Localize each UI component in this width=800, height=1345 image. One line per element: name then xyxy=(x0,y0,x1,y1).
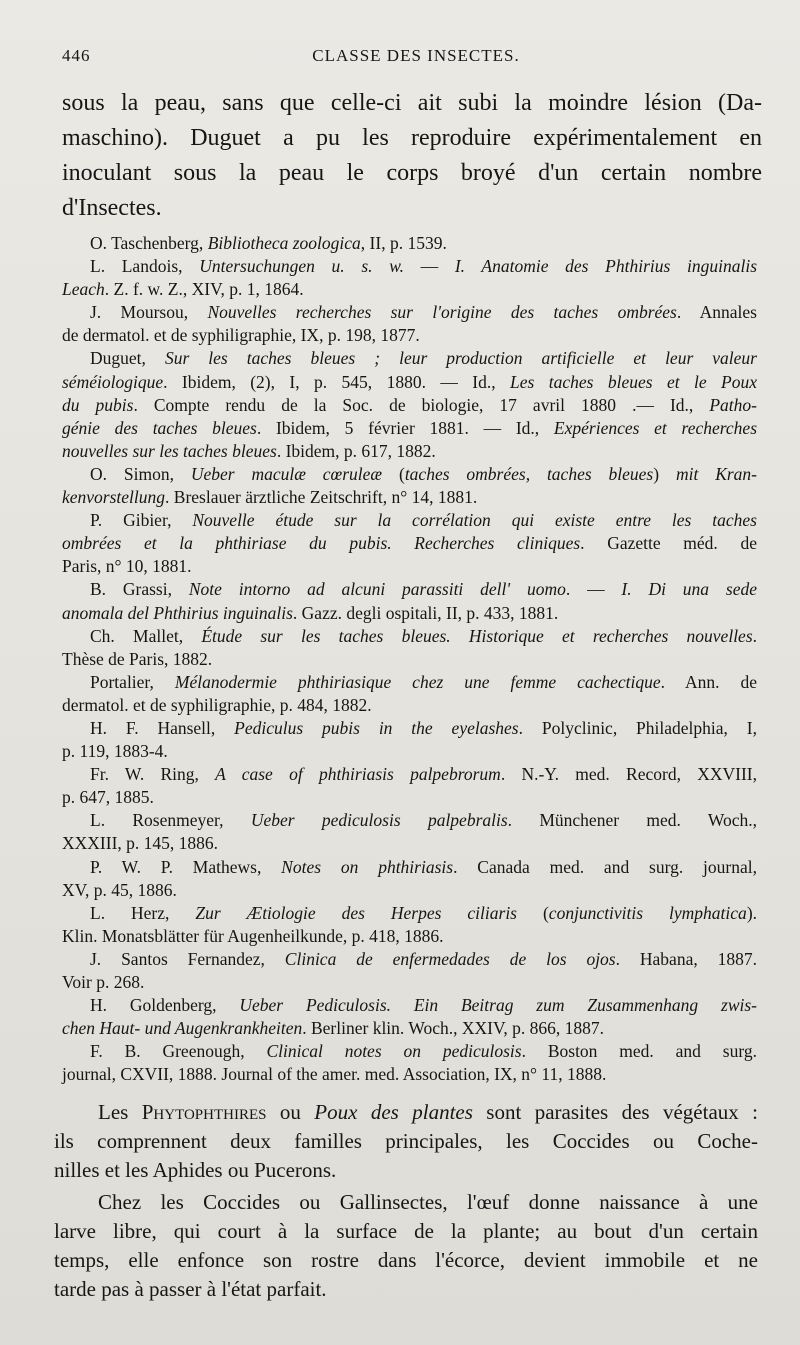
text-line xyxy=(62,925,757,948)
text-run: . Ibidem, 5 février 1881. — Id., xyxy=(256,417,554,438)
text-run: ( xyxy=(382,463,405,484)
italic-text: du pubis xyxy=(62,394,134,415)
italic-text: Untersuchungen u. s. w. xyxy=(199,256,404,277)
text-run: . Ann. de xyxy=(660,671,757,692)
text-line xyxy=(72,255,757,278)
text-run: ( xyxy=(517,902,549,923)
page-number: 446 xyxy=(62,46,91,65)
text-line xyxy=(72,763,757,786)
reference-entry xyxy=(62,809,757,855)
text-run: ou xyxy=(266,1100,315,1124)
text-line xyxy=(72,671,757,694)
text-line xyxy=(72,578,757,601)
paragraph xyxy=(54,1098,759,1185)
text-run: dermatol. et de syphiligraphie, p. 484, 1882. xyxy=(62,694,372,715)
text-line xyxy=(62,324,757,347)
italic-text: Les taches bleues et le Poux xyxy=(510,371,757,392)
text-run: . N.-Y. med. Record, XXVIII, xyxy=(500,764,757,785)
text-line xyxy=(54,1127,758,1156)
reference-entry xyxy=(62,347,758,462)
reference-entry xyxy=(62,902,758,948)
reference-entry xyxy=(62,255,758,301)
text-run: ils comprennent deux familles principales, les Coccides ou Coche- xyxy=(54,1129,758,1153)
italic-text: Sur les taches bleues ; leur production artificielle et leur valeur xyxy=(164,348,757,369)
text-run: . Ibidem, (2), I, p. 545, 1880. — Id., xyxy=(163,371,511,392)
italic-text: Note intorno ad alcuni parassiti dell' uomo xyxy=(188,579,566,600)
text-line xyxy=(62,1063,757,1086)
text-line xyxy=(62,694,757,717)
text-line xyxy=(72,994,757,1017)
text-run: L. Landois, xyxy=(90,256,200,277)
reference-entry xyxy=(62,763,757,809)
text-run: . Polyclinic, Philadelphia, I, xyxy=(518,717,757,738)
text-line xyxy=(72,232,757,255)
text-line xyxy=(62,879,757,902)
text-run: Voir p. 268. xyxy=(62,972,145,992)
lead-line: d'Insectes. xyxy=(62,195,162,221)
text-run: . Breslauer ärztliche Zeitschrift, n° 14, 1881. xyxy=(165,487,478,508)
running-title: CLASSE DES INSECTES. xyxy=(312,46,520,65)
italic-text: Leach xyxy=(62,279,105,300)
text-line xyxy=(72,717,757,740)
text-run: . Gazz. degli ospitali, II, p. 433, 1881. xyxy=(292,602,559,623)
italic-text: nouvelles sur les taches bleues xyxy=(62,440,277,461)
italic-text: I. Anatomie des Phthirius inguinalis xyxy=(454,256,758,277)
text-line xyxy=(62,555,757,578)
reference-entry xyxy=(62,625,758,671)
text-run: H. Goldenberg, xyxy=(90,995,240,1016)
text-run: Chez les Coccides ou Gallinsectes, l'œuf donne naissance à une xyxy=(98,1190,758,1214)
text-line xyxy=(62,832,757,855)
lead-line: sous la peau, sans que celle-ci ait subi la moindre lésion (Da- xyxy=(62,90,762,116)
text-run: larve libre, qui court à la surface de la plante; au bout d'un certain xyxy=(54,1219,758,1243)
text-line xyxy=(76,1188,758,1217)
text-line xyxy=(72,948,757,971)
reference-entry xyxy=(62,717,757,763)
text-run: J. Santos Fernandez, xyxy=(90,948,285,969)
text-run: Thèse de Paris, 1882. xyxy=(62,648,213,669)
text-run: H. F. Hansell, xyxy=(90,717,235,738)
italic-text: anomala del Phthirius inguinalis xyxy=(62,602,293,623)
italic-text: Ueber pediculosis palpebralis xyxy=(250,810,508,831)
text-run: de dermatol. et de syphiligraphie, IX, p. 198, 1877. xyxy=(62,325,420,346)
italic-text: mit Kran- xyxy=(675,463,758,484)
italic-text: Notes on phthiriasis xyxy=(281,856,454,877)
text-run: nilles et les Aphides ou Pucerons. xyxy=(54,1158,337,1182)
text-run: . Boston med. and surg. xyxy=(521,1041,757,1062)
text-line xyxy=(62,394,757,417)
text-run: p. 647, 1885. xyxy=(62,787,154,808)
text-run: . Annales xyxy=(676,302,757,323)
text-run: . Münchener med. Woch., xyxy=(507,810,757,831)
italic-text: Pediculus pubis in the eyelashes xyxy=(234,717,519,738)
text-line xyxy=(72,509,757,532)
text-line xyxy=(54,1217,758,1246)
text-line xyxy=(76,1098,758,1127)
text-line xyxy=(62,740,757,763)
text-run: Portalier, xyxy=(90,671,175,692)
italic-text: Patho- xyxy=(709,394,757,415)
text-run: J. Moursou, xyxy=(90,302,208,323)
text-line xyxy=(62,532,757,555)
text-run: Phytophthires xyxy=(141,1100,267,1124)
text-line xyxy=(62,486,757,509)
italic-text: Bibliotheca zoologica xyxy=(207,233,361,253)
text-run: P. W. P. Mathews, xyxy=(90,856,282,877)
text-run: tarde pas à passer à l'état parfait. xyxy=(54,1277,327,1301)
text-line xyxy=(72,301,757,324)
running-header xyxy=(62,46,760,72)
italic-text: I. Di una sede xyxy=(621,579,757,600)
text-run: ) xyxy=(653,463,676,484)
italic-text: Nouvelle étude sur la corrélation qui existe entre les taches xyxy=(192,510,757,531)
italic-text: conjunctivitis lymphatica xyxy=(548,902,747,923)
text-run: . Berliner klin. Woch., XXIV, p. 866, 1887. xyxy=(302,1018,604,1039)
italic-text: Zur Ætiologie des Herpes ciliaris xyxy=(195,902,517,923)
italic-text: Nouvelles recherches sur l'origine des taches ombrées xyxy=(207,302,677,323)
text-run: . xyxy=(752,625,758,646)
italic-text: Ueber Pediculosis. Ein Beitrag zum Zusammenhang zwis- xyxy=(239,995,758,1016)
text-run: sont parasites des végétaux : xyxy=(472,1100,759,1124)
italic-text: séméiologique xyxy=(62,371,164,392)
text-line xyxy=(54,1156,758,1185)
text-run: , II, p. 1539. xyxy=(360,233,447,253)
text-line xyxy=(72,902,757,925)
text-run: XXXIII, p. 145, 1886. xyxy=(62,833,219,854)
text-line xyxy=(54,1275,758,1304)
text-run: Duguet, xyxy=(90,348,165,369)
text-line xyxy=(72,347,757,370)
text-line xyxy=(72,856,757,879)
text-line xyxy=(62,417,758,440)
text-run: B. Grassi, xyxy=(90,579,189,600)
reference-entry xyxy=(62,1040,757,1086)
text-run: . Z. f. w. Z., XIV, p. 1, 1864. xyxy=(104,279,304,300)
text-line xyxy=(62,1017,757,1040)
text-run: Klin. Monatsblätter für Augenheilkunde, p. 418, 1886. xyxy=(62,925,444,946)
text-run: L. Rosenmeyer, xyxy=(90,810,251,831)
text-line xyxy=(62,786,757,809)
italic-text: chen Haut- und Augenkrankheiten xyxy=(62,1018,303,1039)
text-line xyxy=(62,971,757,994)
text-run: XV, p. 45, 1886. xyxy=(62,879,177,900)
text-run: O. Taschenberg, xyxy=(90,233,208,253)
italic-text: Étude sur les taches bleues. Historique et recherches nouvelles xyxy=(201,625,753,646)
text-run: F. B. Greenough, xyxy=(90,1041,267,1062)
reference-entry xyxy=(62,463,758,509)
italic-text: taches ombrées, taches bleues xyxy=(404,463,654,484)
lead-paragraph xyxy=(62,86,762,226)
text-run: . Gazette méd. de xyxy=(580,533,757,554)
reference-entry xyxy=(62,509,757,578)
text-run: Paris, n° 10, 1881. xyxy=(62,556,192,577)
italic-text: kenvorstellung xyxy=(62,487,166,508)
italic-text: Expériences et recherches xyxy=(553,417,758,438)
text-line xyxy=(62,648,757,671)
lead-line: maschino). Duguet a pu les reproduire expérimentalement en xyxy=(62,125,762,151)
text-run: — xyxy=(403,256,455,277)
text-run: Fr. W. Ring, xyxy=(90,764,216,785)
text-run: L. Herz, xyxy=(90,902,196,923)
text-run: Les xyxy=(98,1100,142,1124)
reference-entry xyxy=(72,232,757,255)
italic-text: ombrées et la phthiriase du pubis. Recherches cliniques xyxy=(62,533,581,554)
text-run: ). xyxy=(746,902,758,923)
italic-text: Ueber maculæ cœruleæ xyxy=(190,463,383,484)
closing-text xyxy=(54,1098,759,1307)
lead-line: inoculant sous la peau le corps broyé d'un certain nombre xyxy=(62,160,762,186)
text-run: p. 119, 1883-4. xyxy=(62,741,168,762)
text-run: Ch. Mallet, xyxy=(90,625,202,646)
paragraph xyxy=(54,1188,758,1304)
text-run: . Canada med. and surg. journal, xyxy=(453,856,757,877)
italic-text: Poux des plantes xyxy=(314,1100,473,1124)
text-line xyxy=(62,440,757,463)
text-line xyxy=(72,809,757,832)
reference-entry xyxy=(62,301,757,347)
italic-text: génie des taches bleues xyxy=(62,417,257,438)
reference-entry xyxy=(62,948,757,994)
text-line xyxy=(72,625,757,648)
reference-entry xyxy=(62,671,757,717)
text-run: . Ibidem, p. 617, 1882. xyxy=(276,440,436,461)
text-run: journal, CXVII, 1888. Journal of the amer. med. Association, IX, n° 11, 1888. xyxy=(62,1064,607,1085)
text-line xyxy=(62,371,757,394)
text-run: . Habana, 1887. xyxy=(615,948,757,969)
text-line xyxy=(62,602,757,625)
text-line xyxy=(72,463,757,486)
reference-entry xyxy=(62,994,758,1040)
italic-text: Clinical notes on pediculosis xyxy=(266,1041,522,1062)
text-run: P. Gibier, xyxy=(90,510,193,531)
italic-text: Clinica de enfermedades de los ojos xyxy=(284,948,616,969)
bibliography xyxy=(62,232,758,1086)
text-line xyxy=(54,1246,758,1275)
italic-text: Mélanodermie phthiriasique chez une femme cachectique xyxy=(174,671,661,692)
text-run: temps, elle enfonce son rostre dans l'écorce, devient immobile et ne xyxy=(54,1248,758,1272)
text-run: . — xyxy=(565,579,622,600)
text-line xyxy=(62,278,757,301)
text-run: O. Simon, xyxy=(90,463,191,484)
text-run: . Compte rendu de la Soc. de biologie, 17 avril 1880 .— Id., xyxy=(133,394,710,415)
text-line xyxy=(72,1040,757,1063)
italic-text: A case of phthiriasis palpebrorum xyxy=(215,764,501,785)
reference-entry xyxy=(62,856,757,902)
reference-entry xyxy=(62,578,757,624)
